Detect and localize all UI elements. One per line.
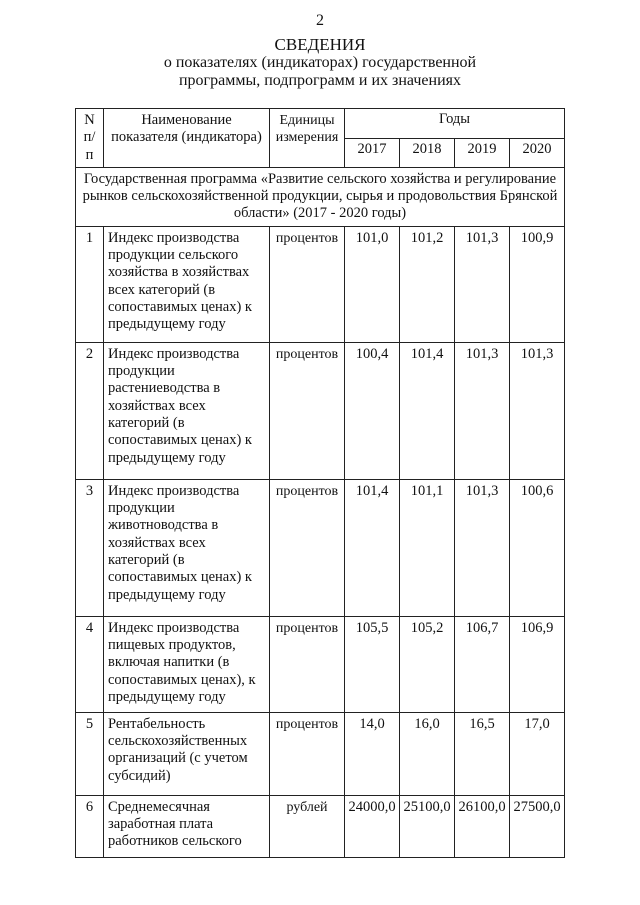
section-row (76, 167, 565, 226)
header-year: 2020 (510, 139, 565, 167)
value-cell: 16,0 (400, 712, 455, 795)
table-row (76, 795, 565, 857)
value-cell: 16,5 (455, 712, 510, 795)
value-cell: 27500,0 (510, 795, 565, 857)
value-cell: 101,1 (400, 479, 455, 616)
value-cell: 106,7 (455, 616, 510, 712)
indicator-name: Рентабельность сельскохозяйственных организаций (с учетом субсидий) (104, 712, 270, 795)
value-cell: 101,0 (345, 226, 400, 342)
header-year: 2018 (400, 139, 455, 167)
unit-cell: процентов (270, 712, 345, 795)
value-cell: 101,3 (455, 226, 510, 342)
title-line-2: о показателях (индикаторах) государственной (163, 54, 477, 71)
unit-cell: процентов (270, 226, 345, 342)
title-line-1: СВЕДЕНИЯ (274, 35, 366, 54)
value-cell: 101,3 (455, 479, 510, 616)
value-cell: 25100,0 (400, 795, 455, 857)
row-number: 5 (76, 712, 104, 795)
row-number: 3 (76, 479, 104, 616)
row-number: 1 (76, 226, 104, 342)
table-row (76, 712, 565, 795)
section-title: Государственная программа «Развитие сельского хозяйства и регулирование рынков сельскохозяйственной продукции, сырья и продовольствия Брянской области» (2017 - 2020 годы) (76, 167, 565, 226)
unit-cell: процентов (270, 479, 345, 616)
value-cell: 101,4 (345, 479, 400, 616)
header-year: 2017 (345, 139, 400, 167)
value-cell: 105,5 (345, 616, 400, 712)
row-number: 6 (76, 795, 104, 857)
indicator-name: Индекс производства пищевых продуктов, включая напитки (в сопоставимых ценах), к предыдущему году (104, 616, 270, 712)
indicator-name: Индекс производства продукции растениеводства в хозяйствах всех категорий (в сопоставимых ценах) к предыдущему году (104, 342, 270, 479)
document-title (0, 36, 640, 90)
value-cell: 17,0 (510, 712, 565, 795)
header-row (76, 109, 565, 139)
value-cell: 101,2 (400, 226, 455, 342)
value-cell: 100,4 (345, 342, 400, 479)
page-number: 2 (316, 12, 324, 29)
unit-cell: процентов (270, 342, 345, 479)
value-cell: 101,3 (510, 342, 565, 479)
value-cell: 26100,0 (455, 795, 510, 857)
indicator-name: Индекс производства продукции сельского хозяйства в хозяйствах всех категорий (в сопоставимых ценах) к предыдущему году (104, 226, 270, 342)
value-cell: 101,3 (455, 342, 510, 479)
row-number: 2 (76, 342, 104, 479)
value-cell: 14,0 (345, 712, 400, 795)
unit-cell: процентов (270, 616, 345, 712)
title-line-3: программы, подпрограмм и их значениях (178, 72, 462, 89)
header-num: N п/п (76, 109, 104, 168)
table-row (76, 479, 565, 616)
header-unit: Единицы измерения (270, 109, 345, 168)
table-row (76, 616, 565, 712)
header-name: Наименование показателя (индикатора) (104, 109, 270, 168)
table-row (76, 342, 565, 479)
indicator-name: Среднемесячная заработная плата работников сельского (104, 795, 270, 857)
value-cell: 106,9 (510, 616, 565, 712)
value-cell: 24000,0 (345, 795, 400, 857)
value-cell: 105,2 (400, 616, 455, 712)
indicators-table (75, 108, 565, 858)
indicator-name: Индекс производства продукции животноводства в хозяйствах всех категорий (в сопоставимых ценах) к предыдущему году (104, 479, 270, 616)
table-row (76, 226, 565, 342)
header-years: Годы (345, 109, 565, 139)
value-cell: 100,6 (510, 479, 565, 616)
value-cell: 101,4 (400, 342, 455, 479)
value-cell: 100,9 (510, 226, 565, 342)
unit-cell: рублей (270, 795, 345, 857)
row-number: 4 (76, 616, 104, 712)
header-year: 2019 (455, 139, 510, 167)
